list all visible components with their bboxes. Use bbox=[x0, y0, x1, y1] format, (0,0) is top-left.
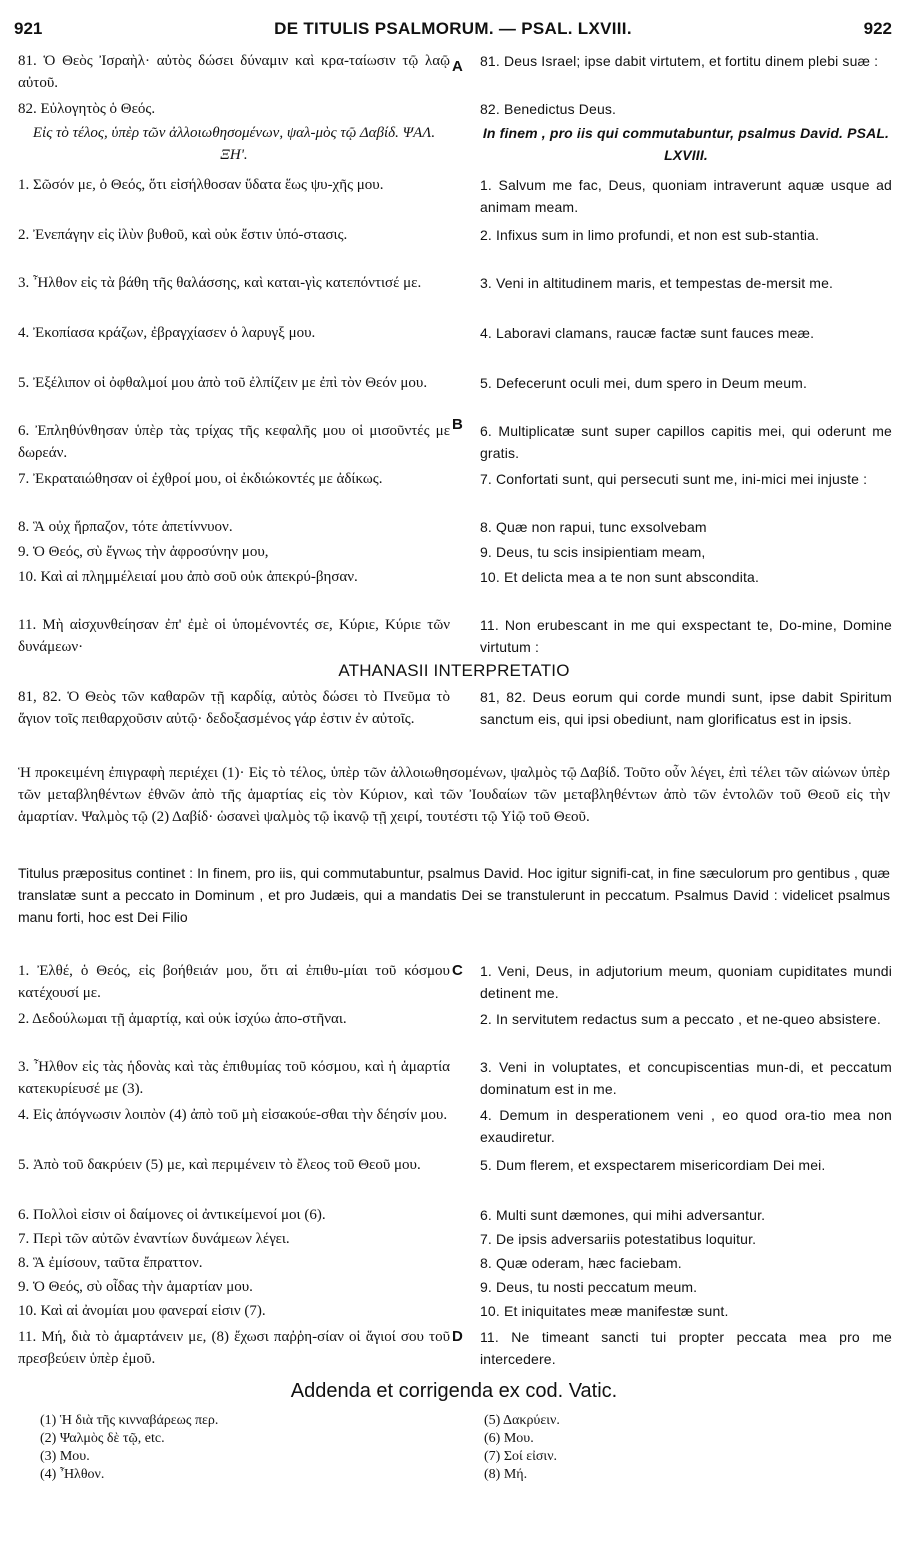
greek-verse: 11. Μὴ αἰσχυνθείησαν ἐπ' ἐμὲ οἱ ὑπομένοντές σε, Κύριε, Κύριε τῶν δυνάμεων· bbox=[18, 617, 450, 655]
greek-verse: 4. Ἐκοπίασα κράζων, ἐβραγχίασεν ὁ λαρυγξ μου. bbox=[18, 325, 316, 341]
greek-verse: 2. Δεδούλωμαι τῇ ἁμαρτίᾳ, καὶ οὐκ ἰσχύω ἀπο-στῆναι. bbox=[18, 1011, 347, 1027]
latin-verse: 10. Et iniquitates meæ manifestæ sunt. bbox=[480, 1303, 729, 1319]
latin-verse: 82. Benedictus Deus. bbox=[480, 101, 617, 117]
latin-verse: 9. Deus, tu scis insipientiam meam, bbox=[480, 544, 706, 560]
greek-verse: 5. Ἀπὸ τοῦ δακρύειν (5) με, καὶ περιμένειν τὸ ἔλεος τοῦ Θεοῦ μου. bbox=[18, 1157, 421, 1173]
latin-verse: 81, 82. Deus eorum qui corde mundi sunt, ipse dabit Spiritum sanctum eis, qui ipsi obediunt, nam glorificatus est in ipsis. bbox=[480, 689, 892, 727]
latin-psalm-title: In finem , pro iis qui commutabuntur, psalmus David. PSAL. LXVIII. bbox=[482, 125, 890, 163]
greek-verse: 8. Ἃ οὐχ ἥρπαζον, τότε ἀπετίννυον. bbox=[18, 519, 233, 535]
latin-verse: 4. Laboravi clamans, raucæ factæ sunt fauces meæ. bbox=[480, 325, 815, 341]
page-number-right: 922 bbox=[863, 19, 892, 38]
greek-verse: 11. Μή, διὰ τὸ ἁμαρτάνειν με, (8) ἔχωσι παῤῥη-σίαν οἱ ἅγιοί σου τοῦ πρεσβεύειν ὑπὲρ ἐμοῦ. bbox=[18, 1329, 450, 1367]
greek-verse: 9. Ὁ Θεός, σὺ οἶδας τὴν ἁμαρτίαν μου. bbox=[18, 1279, 253, 1295]
latin-verse: 11. Non erubescant in me qui exspectant te, Do-mine, Domine virtutum : bbox=[480, 617, 892, 655]
latin-verse: 5. Defecerunt oculi mei, dum spero in Deum meum. bbox=[480, 375, 807, 391]
greek-verse: 10. Καὶ αἱ ἀνομίαι μου φανεραί εἰσιν (7). bbox=[18, 1303, 266, 1319]
footnote: (5) Δακρύειν. bbox=[484, 1413, 560, 1428]
latin-verse: 1. Salvum me fac, Deus, quoniam intraverunt aquæ usque ad animam meam. bbox=[480, 177, 892, 215]
latin-verse: 8. Quæ non rapui, tunc exsolvebam bbox=[480, 519, 707, 535]
margin-letter-b: B bbox=[452, 416, 463, 433]
footnote: (7) Σοί εἰσιν. bbox=[484, 1449, 558, 1464]
latin-verse: 1. Veni, Deus, in adjutorium meum, quoniam cupiditates mundi detinent me. bbox=[480, 963, 892, 1001]
greek-verse: 10. Καὶ αἱ πλημμέλειαί μου ἀπὸ σοῦ οὐκ ἀπεκρύ-βησαν. bbox=[18, 569, 358, 585]
latin-verse: 2. Infixus sum in limo profundi, et non est sub-stantia. bbox=[480, 227, 820, 243]
footnote: (3) Μου. bbox=[40, 1449, 90, 1464]
margin-letter-d: D bbox=[452, 1328, 463, 1345]
greek-verse: 3. Ἦλθον εἰς τὰ βάθη τῆς θαλάσσης, καὶ καται-γὶς κατεπόντισέ με. bbox=[18, 275, 422, 291]
latin-verse: 7. De ipsis adversariis potestatibus loquitur. bbox=[480, 1231, 757, 1247]
greek-verse: 9. Ὁ Θεός, σὺ ἔγνως τὴν ἀφροσύνην μου, bbox=[18, 544, 269, 560]
margin-letter-c: C bbox=[452, 962, 463, 979]
latin-verse: 3. Veni in altitudinem maris, et tempestas de-mersit me. bbox=[480, 275, 834, 291]
margin-letter-a: A bbox=[452, 58, 463, 75]
greek-verse: 6. Ἐπληθύνθησαν ὑπὲρ τὰς τρίχας τῆς κεφαλῆς μου οἱ μισοῦντές με δωρεάν. bbox=[18, 423, 450, 461]
greek-verse: 82. Εὐλογητὸς ὁ Θεός. bbox=[18, 101, 156, 117]
latin-verse: 7. Confortati sunt, qui persecuti sunt me, ini-mici mei injuste : bbox=[480, 471, 868, 487]
latin-verse: 9. Deus, tu nosti peccatum meum. bbox=[480, 1279, 698, 1295]
latin-commentary: Titulus præpositus continet : In finem, pro iis, qui commutabuntur, psalmus David. Hoc igitur signifi-cat, in fine sæculorum pro gentibus , quæ translatæ sunt a peccato in Dominum , et pro Judæis, qui a mandatis Dei se transtulerunt in peccatum. Psalmus David : videlicet psalmus manu forti, hoc est Dei Filio bbox=[18, 865, 890, 925]
latin-verse: 6. Multiplicatæ sunt super capillos capitis mei, qui oderunt me gratis. bbox=[480, 423, 892, 461]
greek-verse: 6. Πολλοὶ εἰσιν οἱ δαίμονες οἱ ἀντικείμενοί μοι (6). bbox=[18, 1207, 326, 1223]
section-heading-athanasii: ATHANASII INTERPRETATIO bbox=[338, 661, 570, 680]
greek-commentary: Ἡ προκειμένη ἐπιγραφὴ περιέχει (1)· Εἰς τὸ τέλος, ὑπὲρ τῶν ἀλλοιωθησομένων, ψαλμὸς τῷ Δαβίδ. Τοῦτο οὖν λέγει, ἐπὶ τέλει τῶν αἰώνων ὑπὲρ τῶν μεταβληθέντων ἐθνῶν ἀπὸ τῆς ἁμαρτίας εἰς τὸν Κύριον, καὶ τῶν Ἰουδαίων τῶν μεταβληθέντων ἀπὸ τῶν ἐντολῶν τοῦ Θεοῦ εἰς τὴν ἁμαρτίαν. Ψαλμὸς τῷ (2) Δαβίδ· ὡσανεὶ ψαλμὸς τῷ ἱκανῷ τῇ χειρί, τουτέστι τῷ Υἱῷ τοῦ Θεοῦ. bbox=[18, 765, 890, 825]
greek-verse: 1. Ἐλθέ, ὁ Θεός, εἰς βοήθειάν μου, ὅτι αἱ ἐπιθυ-μίαι τοῦ κόσμου κατέχουσί με. bbox=[18, 963, 450, 1001]
greek-verse: 4. Εἰς ἀπόγνωσιν λοιπὸν (4) ἀπὸ τοῦ μὴ εἰσακούε-σθαι τὴν δέησίν μου. bbox=[18, 1107, 448, 1123]
latin-verse: 5. Dum flerem, et exspectarem misericordiam Dei mei. bbox=[480, 1157, 826, 1173]
greek-verse: 81, 82. Ὁ Θεὸς τῶν καθαρῶν τῇ καρδίᾳ, αὐτὸς δώσει τὸ Πνεῦμα τὸ ἅγιον τοῖς πειθαρχοῦσιν αὐτῷ· δεδοξασμένος γάρ ἐστιν ἐν αὐτοῖς. bbox=[18, 689, 450, 727]
footnote: (4) Ἦλθον. bbox=[40, 1467, 105, 1482]
latin-verse: 4. Demum in desperationem veni , eo quod ora-tio mea non exaudiretur. bbox=[480, 1107, 892, 1145]
greek-verse: 5. Ἐξέλιπον οἱ ὀφθαλμοί μου ἀπὸ τοῦ ἐλπίζειν με ἐπὶ τὸν Θεόν μου. bbox=[18, 375, 428, 391]
greek-psalm-title: Εἰς τὸ τέλος, ὑπὲρ τῶν ἀλλοιωθησομένων, ψαλ-μὸς τῷ Δαβίδ. ΨΑΛ. ΞΗʹ. bbox=[32, 125, 436, 163]
greek-verse: 8. Ἃ ἐμίσουν, ταῦτα ἔπραττον. bbox=[18, 1255, 203, 1271]
addenda-heading: Addenda et corrigenda ex cod. Vatic. bbox=[290, 1380, 618, 1402]
latin-verse: 6. Multi sunt dæmones, qui mihi adversantur. bbox=[480, 1207, 766, 1223]
greek-verse: 3. Ἦλθον εἰς τὰς ἡδονὰς καὶ τὰς ἐπιθυμίας τοῦ κόσμου, καὶ ἡ ἁμαρτία κατεκυρίευσέ με (3). bbox=[18, 1059, 450, 1097]
latin-verse: 2. In servitutem redactus sum a peccato , et ne-queo absistere. bbox=[480, 1011, 881, 1027]
greek-verse: 1. Σῶσόν με, ὁ Θεός, ὅτι εἰσήλθοσαν ὕδατα ἕως ψυ-χῆς μου. bbox=[18, 177, 384, 193]
footnote: (8) Μή. bbox=[484, 1467, 528, 1482]
latin-verse: 10. Et delicta mea a te non sunt abscondita. bbox=[480, 569, 759, 585]
greek-verse: 2. Ἐνεπάγην εἰς ἰλὺν βυθοῦ, καὶ οὐκ ἔστιν ὑπό-στασις. bbox=[18, 227, 348, 243]
latin-verse: 11. Ne timeant sancti tui propter peccata mea pro me intercedere. bbox=[480, 1329, 892, 1367]
greek-verse: 7. Ἐκραταιώθησαν οἱ ἐχθροί μου, οἱ ἐκδιώκοντές με ἀδίκως. bbox=[18, 471, 383, 487]
footnote: (6) Μου. bbox=[484, 1431, 534, 1446]
running-header bbox=[14, 18, 892, 44]
running-title: DE TITULIS PSALMORUM. — PSAL. LXVIII. bbox=[274, 19, 632, 38]
page-number-left: 921 bbox=[14, 19, 43, 38]
latin-verse: 81. Deus Israel; ipse dabit virtutem, et fortitu dinem plebi suæ : bbox=[480, 53, 879, 69]
latin-verse: 3. Veni in voluptates, et concupiscentias mun-di, et peccatum dominatum est in me. bbox=[480, 1059, 892, 1097]
footnote: (2) Ψαλμὸς δὲ τῷ, etc. bbox=[40, 1431, 165, 1446]
greek-verse: 81. Ὁ Θεὸς Ἰσραὴλ· αὐτὸς δώσει δύναμιν καὶ κρα-ταίωσιν τῷ λαῷ αὐτοῦ. bbox=[18, 53, 450, 91]
footnote: (1) Ἡ διὰ τῆς κινναβάρεως περ. bbox=[40, 1413, 219, 1428]
latin-verse: 8. Quæ oderam, hæc faciebam. bbox=[480, 1255, 682, 1271]
greek-verse: 7. Περὶ τῶν αὐτῶν ἐναντίων δυνάμεων λέγει. bbox=[18, 1231, 290, 1247]
